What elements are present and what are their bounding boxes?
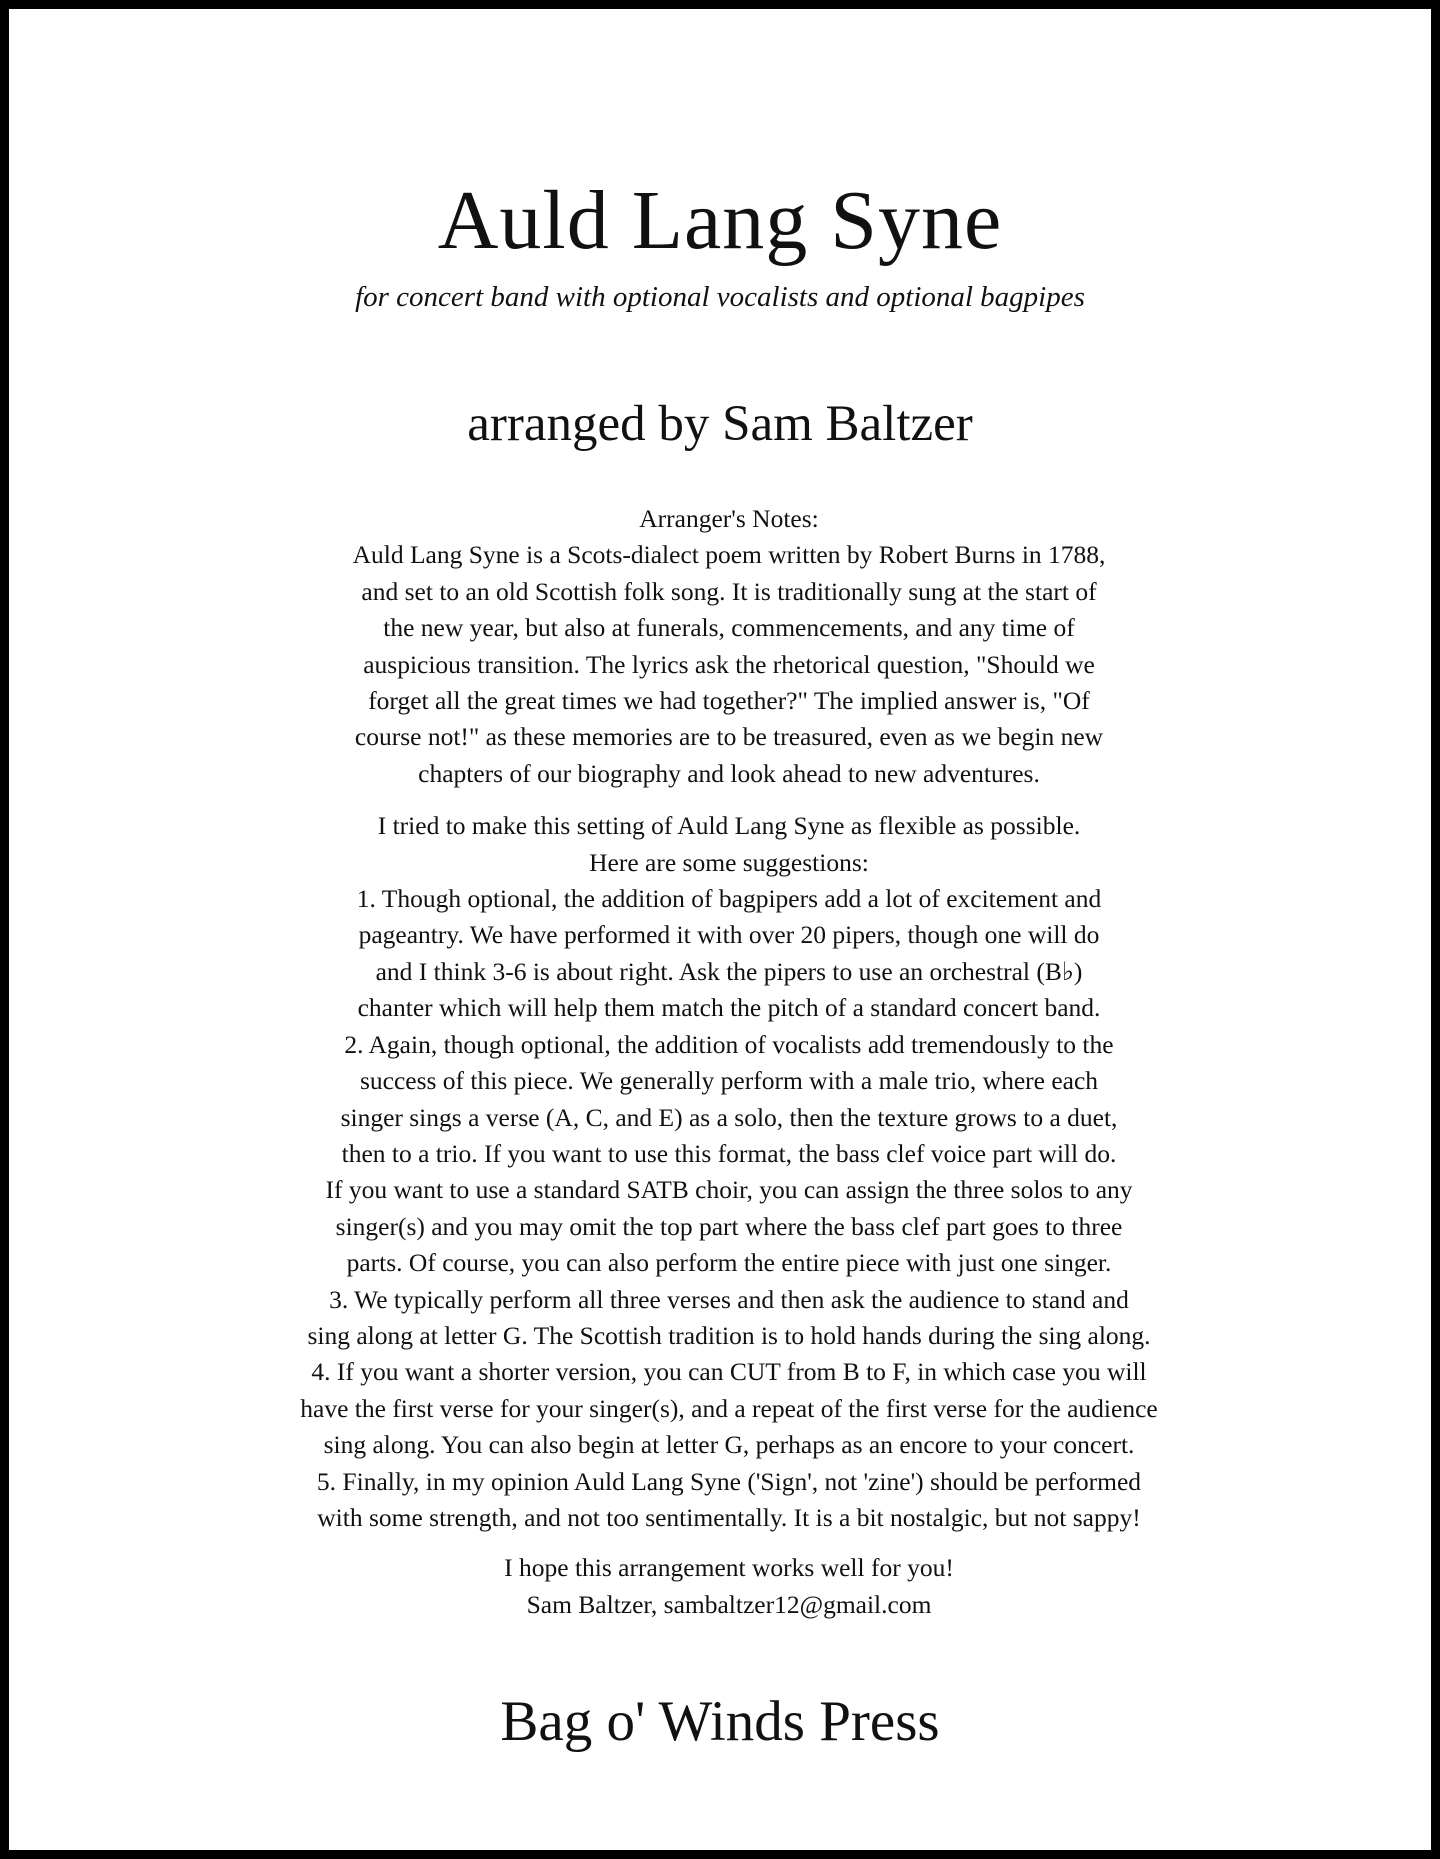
- notes-line: If you want to use a standard SATB choir, you can assign the three solos to any: [325, 1175, 1133, 1205]
- notes-line: singer sings a verse (A, C, and E) as a solo, then the texture grows to a duet,: [340, 1102, 1118, 1132]
- arranger-credit: arranged by Sam Baltzer: [467, 396, 973, 452]
- notes-line: chapters of our biography and look ahead to new adventures.: [418, 758, 1040, 788]
- notes-closing-line: I hope this arrangement works well for you!: [504, 1553, 954, 1583]
- notes-line: sing along at letter G. The Scottish tradition is to hold hands during the sing along.: [307, 1320, 1151, 1350]
- notes-line: parts. Of course, you can also perform the entire piece with just one singer.: [346, 1248, 1112, 1278]
- notes-line: 5. Finally, in my opinion Auld Lang Syne ('Sign', not 'zine') should be performed: [316, 1466, 1142, 1496]
- notes-line: singer(s) and you may omit the top part where the bass clef part goes to three: [335, 1211, 1123, 1241]
- notes-line: forget all the great times we had together?" The implied answer is, "Of: [368, 686, 1090, 716]
- notes-line: 1. Though optional, the addition of bagpipers add a lot of excitement and: [356, 884, 1102, 914]
- notes-line: 4. If you want a shorter version, you can CUT from B to F, in which case you will: [311, 1357, 1147, 1387]
- notes-intro: [159, 537, 1299, 792]
- notes-line: with some strength, and not too sentimentally. It is a bit nostalgic, but not sappy!: [317, 1502, 1141, 1532]
- notes-line: chanter which will help them match the pitch of a standard concert band.: [357, 993, 1101, 1023]
- notes-line: have the first verse for your singer(s), and a repeat of the first verse for the audience: [300, 1393, 1158, 1423]
- arranger-contact: Sam Baltzer, sambaltzer12@gmail.com: [526, 1589, 932, 1619]
- notes-line: Here are some suggestions:: [589, 847, 869, 877]
- notes-suggestions: [159, 808, 1299, 1536]
- notes-line: 3. We typically perform all three verses and then ask the audience to stand and: [329, 1284, 1129, 1314]
- notes-line: 2. Again, though optional, the addition of vocalists add tremendously to the: [344, 1029, 1114, 1059]
- notes-heading: Arranger's Notes:: [639, 504, 819, 533]
- page-title: Auld Lang Syne: [437, 174, 1003, 267]
- notes-line: the new year, but also at funerals, commencements, and any time of: [383, 613, 1075, 643]
- instrumentation-subtitle: for concert band with optional vocalists and optional bagpipes: [355, 281, 1085, 313]
- notes-line: pageantry. We have performed it with over 20 pipers, though one will do: [358, 920, 1100, 950]
- notes-line: sing along. You can also begin at letter G, perhaps as an encore to your concert.: [323, 1430, 1135, 1460]
- notes-closing: [159, 1550, 1299, 1623]
- notes-line: and set to an old Scottish folk song. It is traditionally sung at the start of: [361, 576, 1097, 606]
- notes-line: course not!" as these memories are to be treasured, even as we begin new: [354, 722, 1104, 752]
- notes-line: Auld Lang Syne is a Scots-dialect poem written by Robert Burns in 1788,: [352, 540, 1106, 570]
- notes-line: and I think 3-6 is about right. Ask the pipers to use an orchestral (B♭): [375, 956, 1083, 986]
- arrangers-notes: [159, 501, 1299, 1623]
- notes-line: success of this piece. We generally perform with a male trio, where each: [359, 1066, 1099, 1096]
- notes-line: then to a trio. If you want to use this format, the bass clef voice part will do.: [341, 1138, 1117, 1168]
- publisher-name: Bag o' Winds Press: [500, 1690, 940, 1753]
- notes-line: auspicious transition. The lyrics ask the rhetorical question, "Should we: [363, 649, 1095, 679]
- notes-line: I tried to make this setting of Auld Lang Syne as flexible as possible.: [377, 811, 1081, 841]
